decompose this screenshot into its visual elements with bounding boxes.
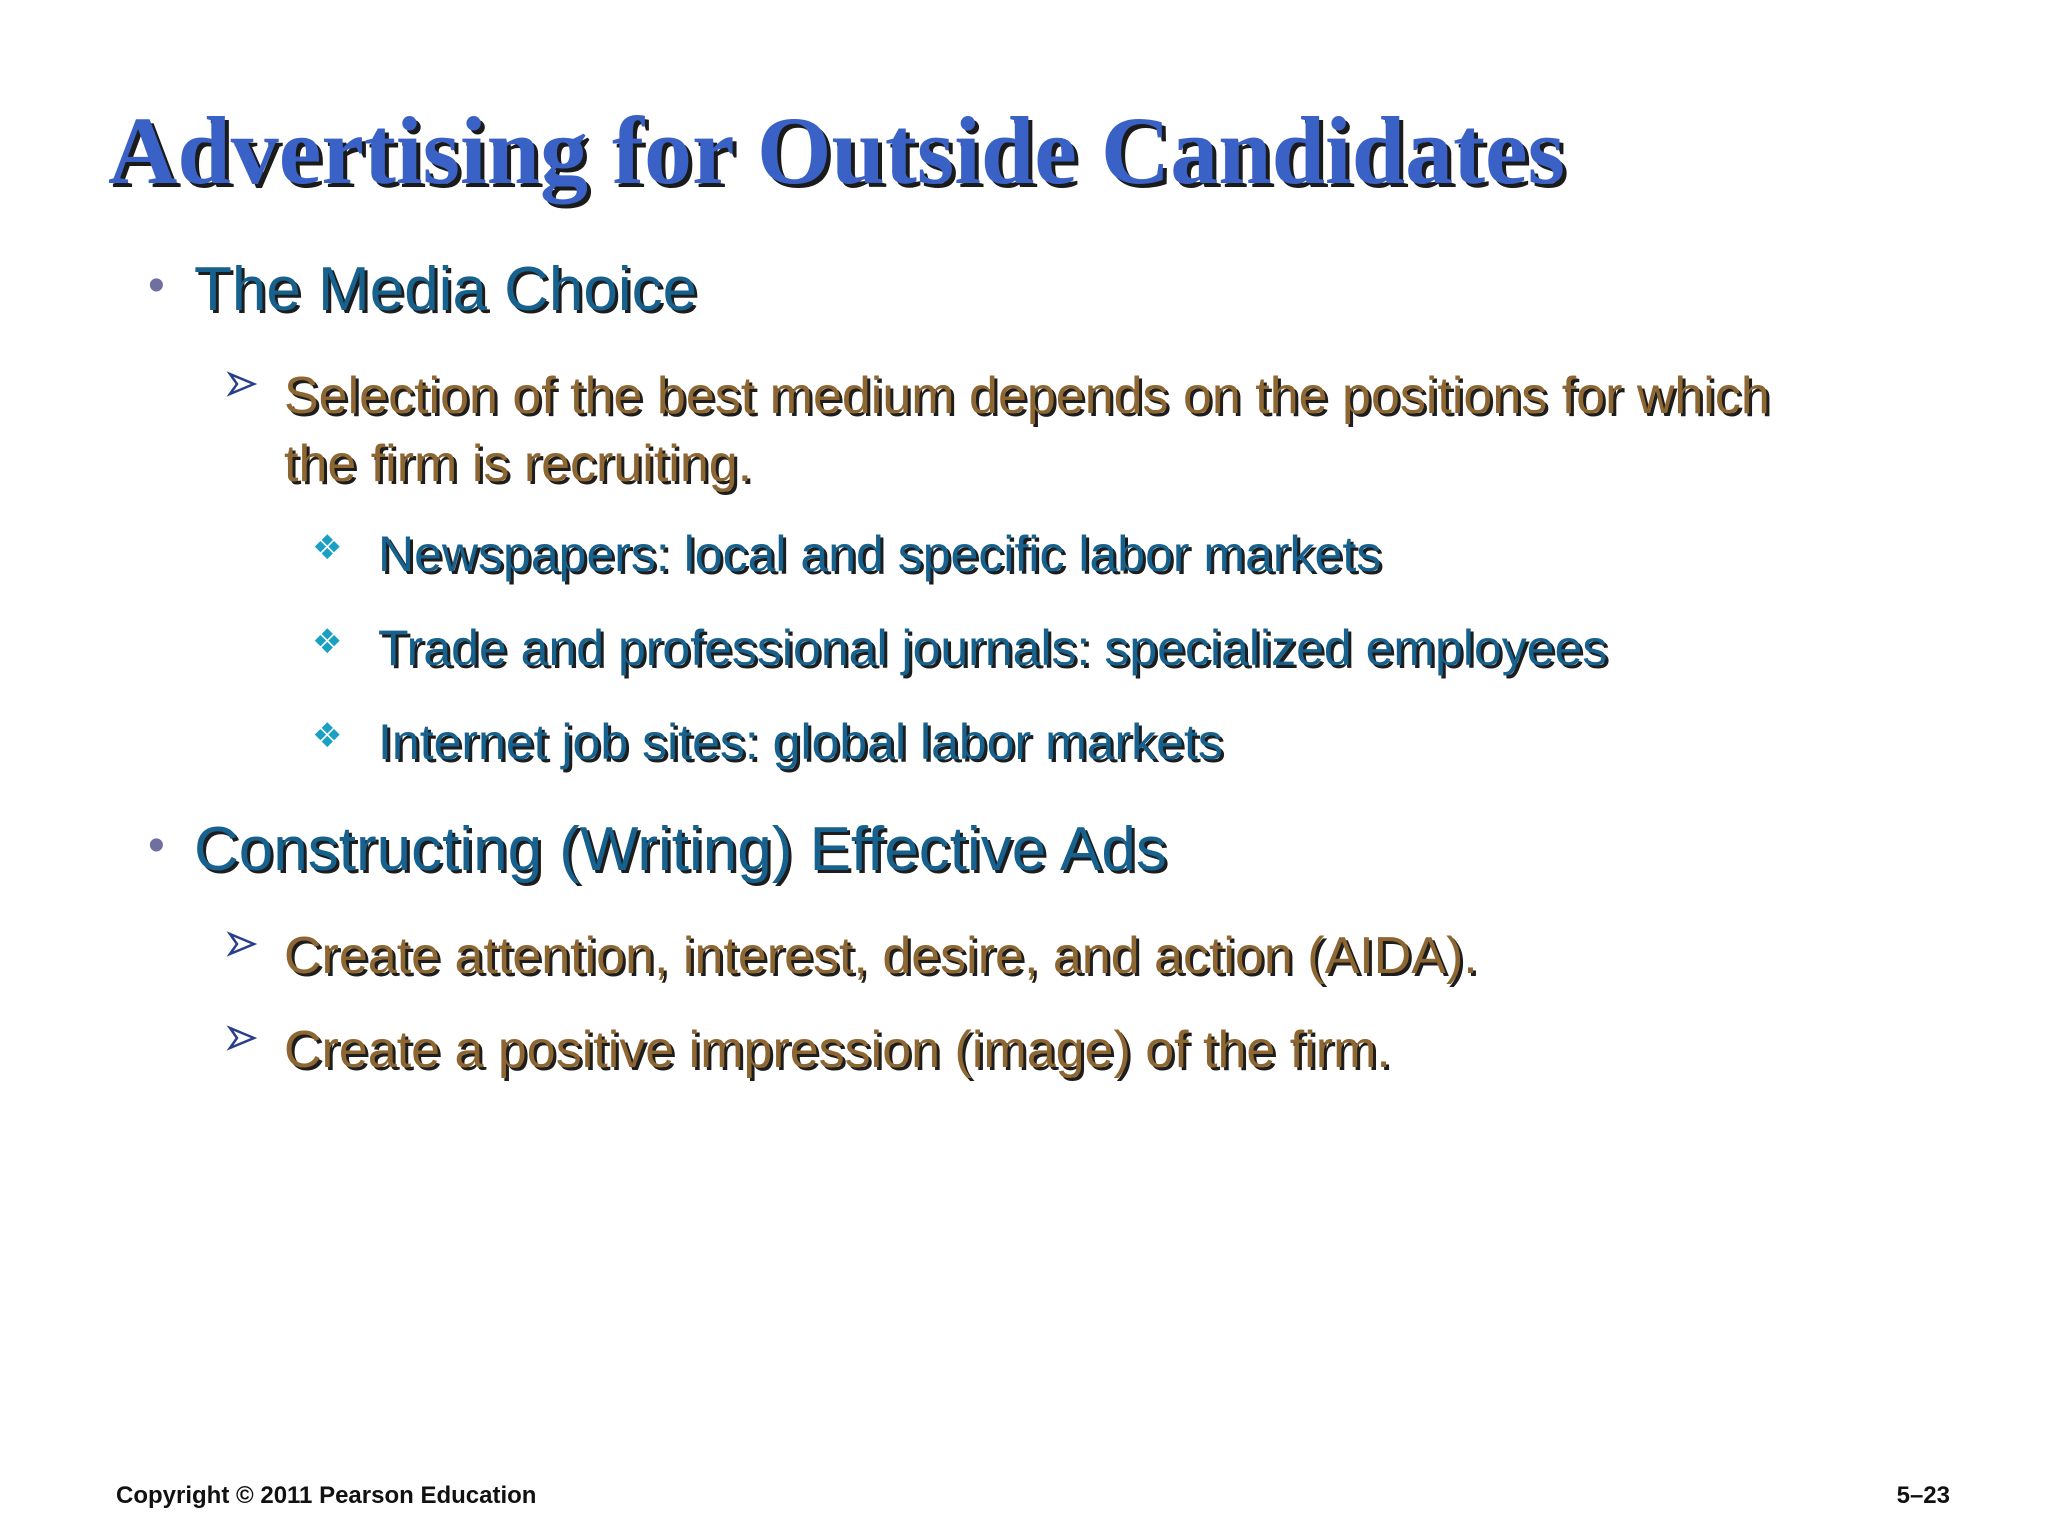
bullet-text: Newspapers: local and specific labor markets [378,526,1382,582]
copyright-notice: Copyright © 2011 Pearson Education [116,1482,537,1509]
bullet-level1-media-choice [148,254,698,325]
bullet-text: Create a positive impression (image) of the firm. [284,1021,1391,1079]
bullet-level3-internet [312,714,1223,772]
bullet-level1-effective-ads [148,814,1167,885]
arrow-head-icon [222,924,262,964]
bullet-text-line: the firm is recruiting. [284,435,753,493]
arrow-head-icon [222,364,262,404]
arrow-head-icon [222,1018,262,1058]
round-bullet-icon: • [148,819,165,872]
bullet-text: Create attention, interest, desire, and action (AIDA). [284,927,1478,985]
bullet-text: The Media Choice [194,255,698,324]
bullet-text: Trade and professional journals: specialized employees [378,620,1608,676]
slide-title: Advertising for Outside Candidates [108,97,1566,204]
diamond-bullet-icon: ❖ [312,717,343,755]
bullet-level3-journals [312,620,1608,678]
bullet-text: Constructing (Writing) Effective Ads [194,815,1167,884]
diamond-bullet-icon: ❖ [312,623,343,661]
bullet-level3-newspapers [312,526,1382,584]
diamond-bullet-icon: ❖ [312,529,343,567]
bullet-text-line: Selection of the best medium depends on the positions for which [284,367,1770,425]
bullet-level2-medium-selection [284,362,1770,498]
bullet-text: Internet job sites: global labor markets [378,714,1223,770]
bullet-level2-impression [284,1016,1391,1084]
round-bullet-icon: • [148,259,165,312]
bullet-level2-aida [284,922,1478,990]
slide-number: 5–23 [1896,1482,1950,1509]
bullet-text [284,362,1770,498]
